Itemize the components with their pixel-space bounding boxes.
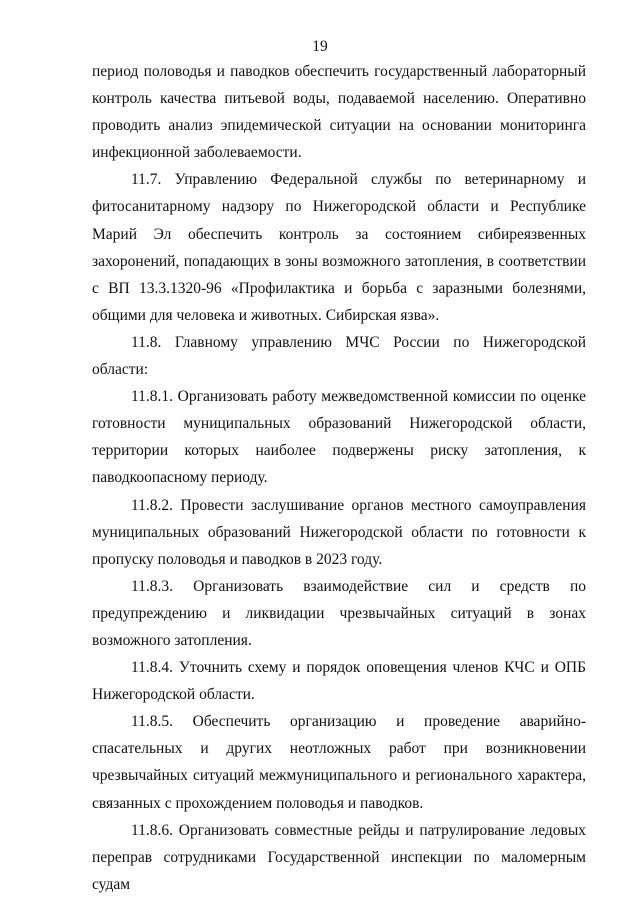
paragraph-11-7: 11.7. Управлению Федеральной службы по ветеринарному и фитосанитарному надзору по Нижегородской области и Республике Марий Эл обеспечить контроль за состоянием сибиреязвенных захоронений, попадающих в зоны возможного затопления, в соответствии с ВП 13.3.1320-96 «Профилактика и борьба с заразными болезнями, общими для человека и животных. Сибирская язва». <box>92 171 586 324</box>
paragraph-11-8-2: 11.8.2. Провести заслушивание органов местного самоуправления муниципальных образований Нижегородской области по готовности к пропуску половодья и паводков в 2023 году. <box>92 496 586 568</box>
paragraph-11-8-3: 11.8.3. Организовать взаимодействие сил и средств по предупреждению и ликвидации чрезвычайных ситуаций в зонах возможного затопления. <box>92 577 586 649</box>
page-number: 19 <box>312 38 328 55</box>
paragraph-continuation: период половодья и паводков обеспечить государственный лабораторный контроль качества питьевой воды, подаваемой населению. Оперативно проводить анализ эпидемической ситуации на основании мониторинга инфекционной заболеваемости. <box>92 63 586 162</box>
paragraph-11-8-4: 11.8.4. Уточнить схему и порядок оповещения членов КЧС и ОПБ Нижегородской области. <box>92 659 586 704</box>
paragraph-11-8-5: 11.8.5. Обеспечить организацию и проведение аварийно-спасательных и других неотложных работ при возникновении чрезвычайных ситуаций межмуниципального и регионального характера, связанных с прохождением половодья и паводков. <box>92 713 586 812</box>
document-body <box>92 58 586 898</box>
paragraph-11-8-6: 11.8.6. Организовать совместные рейды и патрулирование ледовых переправ сотрудниками Государственной инспекции по маломерным судам <box>92 821 586 893</box>
paragraph-11-8: 11.8. Главному управлению МЧС России по Нижегородской области: <box>92 333 586 379</box>
paragraph-11-8-1: 11.8.1. Организовать работу межведомственной комиссии по оценке готовности муниципальных образований Нижегородской области, территории которых наиболее подвержены риску затопления, к паводкоопасному периоду. <box>92 388 586 487</box>
